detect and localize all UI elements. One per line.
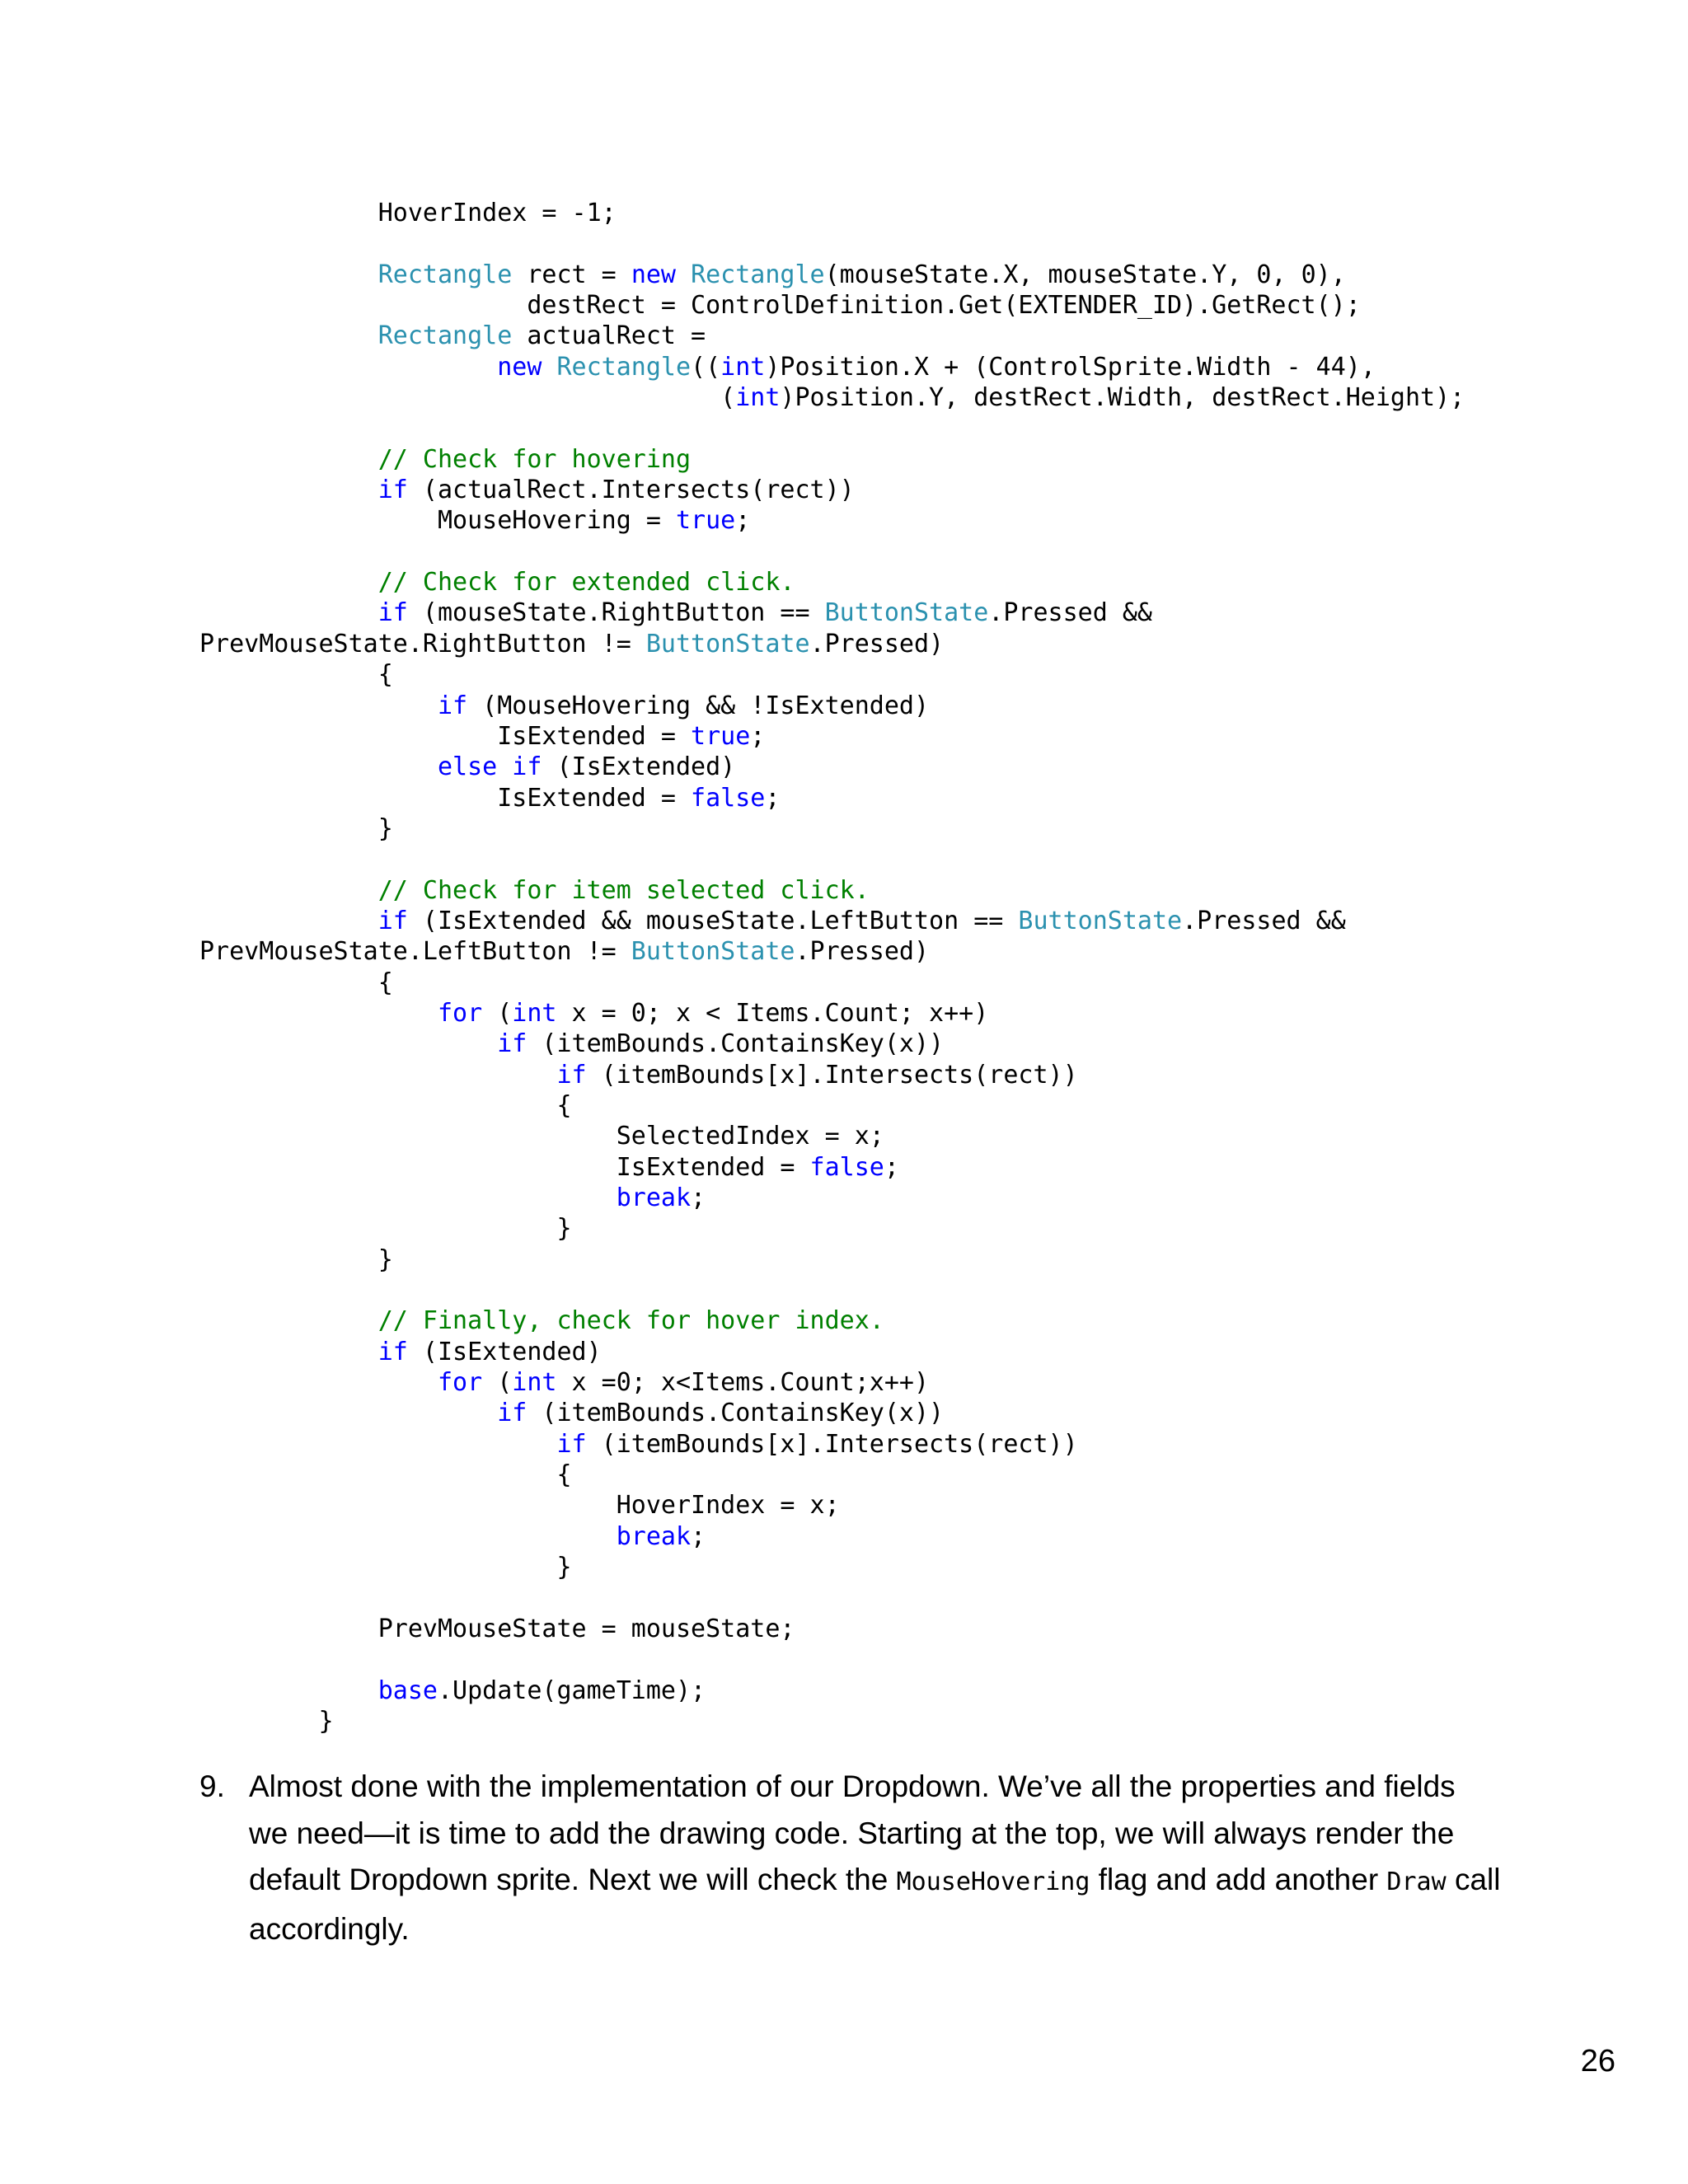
code-keyword: if — [497, 1399, 528, 1428]
code-text — [676, 260, 691, 289]
code-keyword: break — [616, 1521, 692, 1551]
code-text — [199, 1676, 378, 1705]
code-line — [199, 198, 1650, 228]
code-text: destRect = ControlDefinition.Get(EXTENDER_ID).GetRect(); — [199, 291, 1361, 321]
code-line — [199, 659, 1650, 690]
code-line — [199, 875, 1650, 906]
code-line — [199, 844, 1650, 874]
code-line — [199, 1460, 1650, 1490]
code-text: ; — [691, 1183, 706, 1212]
code-text: } — [199, 1553, 572, 1582]
code-type: ButtonState — [1018, 906, 1183, 935]
step-text-1: Almost done with the implementation of our Dropdown. We’ve all the properties and fields we need—it is time to add the drawing code. Starting at the top, we will always render the default Dropdown sprite. Next we will check the — [249, 1769, 1456, 1896]
code-text: PrevMouseState.LeftButton != — [199, 937, 631, 967]
code-text — [199, 907, 378, 935]
code-keyword: if — [377, 476, 408, 505]
code-type: Rectangle — [377, 260, 513, 289]
code-text: ; — [750, 721, 766, 751]
code-line — [199, 906, 1650, 936]
code-keyword: if — [512, 752, 542, 782]
code-text — [542, 353, 556, 382]
code-keyword: true — [675, 506, 736, 536]
code-text: (IsExtended) — [407, 1337, 602, 1366]
code-text: ( — [199, 383, 736, 413]
code-line — [199, 444, 1650, 475]
code-text: HoverIndex = x; — [199, 1491, 840, 1521]
step-text-3: call accordingly. — [249, 1863, 1501, 1946]
code-text: (mouseState.RightButton == — [407, 598, 825, 628]
code-keyword: int — [512, 1368, 557, 1398]
code-text — [199, 1399, 497, 1427]
code-keyword: if — [437, 691, 468, 720]
code-text — [199, 353, 497, 382]
page-number: 26 — [1580, 2044, 1615, 2079]
code-text — [199, 260, 378, 289]
code-text: )Position.Y, destRect.Width, destRect.Height); — [780, 383, 1465, 413]
code-type: Rectangle — [691, 260, 825, 289]
code-text: PrevMouseState.RightButton != — [199, 629, 646, 658]
code-line — [199, 968, 1650, 998]
code-keyword: if — [497, 1029, 528, 1059]
code-text: (itemBounds[x].Intersects(rect)) — [586, 1429, 1078, 1459]
code-comment: // Finally, check for hover index. — [377, 1306, 884, 1336]
code-comment: // Check for hovering — [377, 444, 692, 474]
code-text: HoverIndex = -1; — [199, 199, 617, 227]
code-line — [199, 1183, 1650, 1213]
code-text: x = 0; x < Items.Count; x++) — [556, 998, 989, 1028]
code-text — [199, 1522, 617, 1551]
code-line — [199, 752, 1650, 782]
code-text: (itemBounds.ContainsKey(x)) — [527, 1029, 945, 1059]
code-line — [199, 290, 1650, 321]
code-text: .Pressed && — [988, 598, 1152, 628]
code-line — [199, 1675, 1650, 1706]
code-line — [199, 1152, 1650, 1183]
code-line — [199, 413, 1650, 443]
code-line — [199, 505, 1650, 536]
code-line — [199, 813, 1650, 844]
code-text: PrevMouseState = mouseState; — [199, 1614, 795, 1643]
code-text — [199, 321, 378, 350]
code-text: (IsExtended && mouseState.LeftButton == — [407, 906, 1019, 935]
code-text: ( — [482, 998, 513, 1028]
code-line — [199, 352, 1650, 382]
code-text: rect = — [512, 260, 631, 289]
code-line — [199, 1490, 1650, 1521]
code-text: (mouseState.X, mouseState.Y, 0, 0), — [824, 260, 1346, 289]
code-text: .Pressed) — [795, 937, 930, 967]
code-text — [199, 568, 378, 597]
code-text — [199, 1368, 438, 1397]
code-line — [199, 783, 1650, 813]
code-text: ; — [765, 783, 781, 813]
code-text — [199, 1029, 497, 1058]
code-text: { — [199, 660, 393, 690]
code-text: (IsExtended) — [542, 752, 736, 782]
code-line — [199, 1029, 1650, 1059]
code-text — [199, 598, 378, 627]
code-keyword: false — [809, 1152, 884, 1182]
code-line — [199, 1244, 1650, 1275]
code-text — [199, 445, 378, 474]
code-keyword: int — [735, 383, 781, 413]
code-line — [199, 691, 1650, 721]
code-listing — [199, 198, 1650, 1736]
code-keyword: int — [720, 352, 766, 382]
code-text: } — [199, 1244, 393, 1274]
code-line — [199, 1275, 1650, 1305]
code-line — [199, 567, 1650, 598]
code-text: ; — [691, 1521, 706, 1551]
code-line — [199, 1398, 1650, 1428]
code-text — [199, 691, 438, 720]
code-text — [199, 752, 438, 781]
inline-code-draw: Draw — [1386, 1868, 1447, 1896]
code-line — [199, 321, 1650, 351]
code-line — [199, 537, 1650, 567]
code-text — [199, 476, 378, 504]
code-text — [199, 1061, 556, 1090]
code-text: .Pressed) — [809, 629, 945, 658]
code-text — [199, 999, 438, 1028]
code-text: } — [199, 1214, 572, 1244]
code-keyword: break — [616, 1183, 692, 1212]
code-type: ButtonState — [631, 937, 795, 967]
code-line — [199, 1213, 1650, 1244]
code-keyword: for — [437, 998, 483, 1028]
code-keyword: false — [691, 783, 766, 813]
code-text: (itemBounds.ContainsKey(x)) — [527, 1399, 945, 1428]
code-text: ( — [482, 1368, 513, 1398]
code-text: IsExtended = — [199, 783, 692, 813]
code-line — [199, 1060, 1650, 1090]
code-text: ; — [735, 506, 751, 536]
code-keyword: if — [377, 1337, 408, 1366]
code-comment: // Check for item selected click. — [377, 875, 870, 905]
code-line — [199, 629, 1650, 659]
code-text: .Update(gameTime); — [438, 1675, 706, 1705]
code-line — [199, 1337, 1650, 1367]
code-text — [497, 752, 512, 781]
code-text: { — [199, 968, 393, 997]
code-type: Rectangle — [556, 352, 692, 382]
code-text: (actualRect.Intersects(rect)) — [407, 476, 855, 505]
code-line — [199, 1305, 1650, 1336]
code-text: { — [199, 1460, 572, 1490]
code-line — [199, 1552, 1650, 1582]
code-text: ; — [884, 1152, 899, 1182]
code-line — [199, 936, 1650, 967]
code-line — [199, 1367, 1650, 1398]
step-number: 9. — [199, 1769, 225, 1803]
code-keyword: true — [691, 721, 751, 751]
code-keyword: new — [631, 260, 676, 289]
code-text — [199, 1338, 378, 1366]
code-line — [199, 1706, 1650, 1736]
code-text: )Position.X + (ControlSprite.Width - 44), — [765, 352, 1376, 382]
code-text — [199, 1430, 556, 1459]
code-type: Rectangle — [377, 321, 513, 351]
code-keyword: if — [556, 1429, 587, 1459]
code-keyword: base — [377, 1675, 438, 1705]
code-text: .Pressed && — [1182, 906, 1346, 935]
numbered-step — [199, 1764, 1502, 1952]
step-paragraph — [249, 1764, 1502, 1952]
code-type: ButtonState — [645, 629, 810, 658]
code-line — [199, 998, 1650, 1029]
code-line — [199, 1429, 1650, 1460]
code-line — [199, 1121, 1650, 1151]
code-keyword: for — [437, 1368, 483, 1398]
code-keyword: new — [497, 352, 542, 382]
code-line — [199, 228, 1650, 259]
code-text — [199, 1306, 378, 1335]
code-text: SelectedIndex = x; — [199, 1122, 884, 1151]
code-line — [199, 1582, 1650, 1613]
code-text: (itemBounds[x].Intersects(rect)) — [586, 1060, 1078, 1090]
code-text: actualRect = — [512, 321, 706, 351]
step-text-2: flag and add another — [1090, 1863, 1387, 1896]
code-line — [199, 1521, 1650, 1552]
code-line — [199, 721, 1650, 752]
code-text: IsExtended = — [199, 721, 692, 751]
code-keyword: int — [512, 998, 557, 1028]
code-keyword: else — [437, 752, 498, 782]
code-line — [199, 260, 1650, 290]
code-text: { — [199, 1090, 572, 1120]
code-line — [199, 598, 1650, 628]
code-text: (( — [691, 352, 721, 382]
code-keyword: if — [377, 598, 408, 628]
code-text: x =0; x<Items.Count;x++) — [556, 1368, 930, 1398]
code-text: IsExtended = — [199, 1152, 810, 1182]
code-line — [199, 382, 1650, 413]
code-text — [199, 1183, 617, 1212]
code-line — [199, 475, 1650, 505]
inline-code-mousehovering: MouseHovering — [896, 1868, 1090, 1896]
code-line — [199, 1090, 1650, 1121]
code-type: ButtonState — [824, 598, 989, 628]
code-text: } — [199, 1706, 334, 1736]
code-line — [199, 1644, 1650, 1675]
code-text: (MouseHovering && !IsExtended) — [467, 691, 930, 720]
code-text: MouseHovering = — [199, 506, 676, 536]
code-comment: // Check for extended click. — [377, 568, 795, 598]
code-line — [199, 1614, 1650, 1644]
code-keyword: if — [556, 1060, 587, 1090]
code-text: } — [199, 813, 393, 843]
code-text — [199, 876, 378, 905]
code-keyword: if — [377, 906, 408, 935]
